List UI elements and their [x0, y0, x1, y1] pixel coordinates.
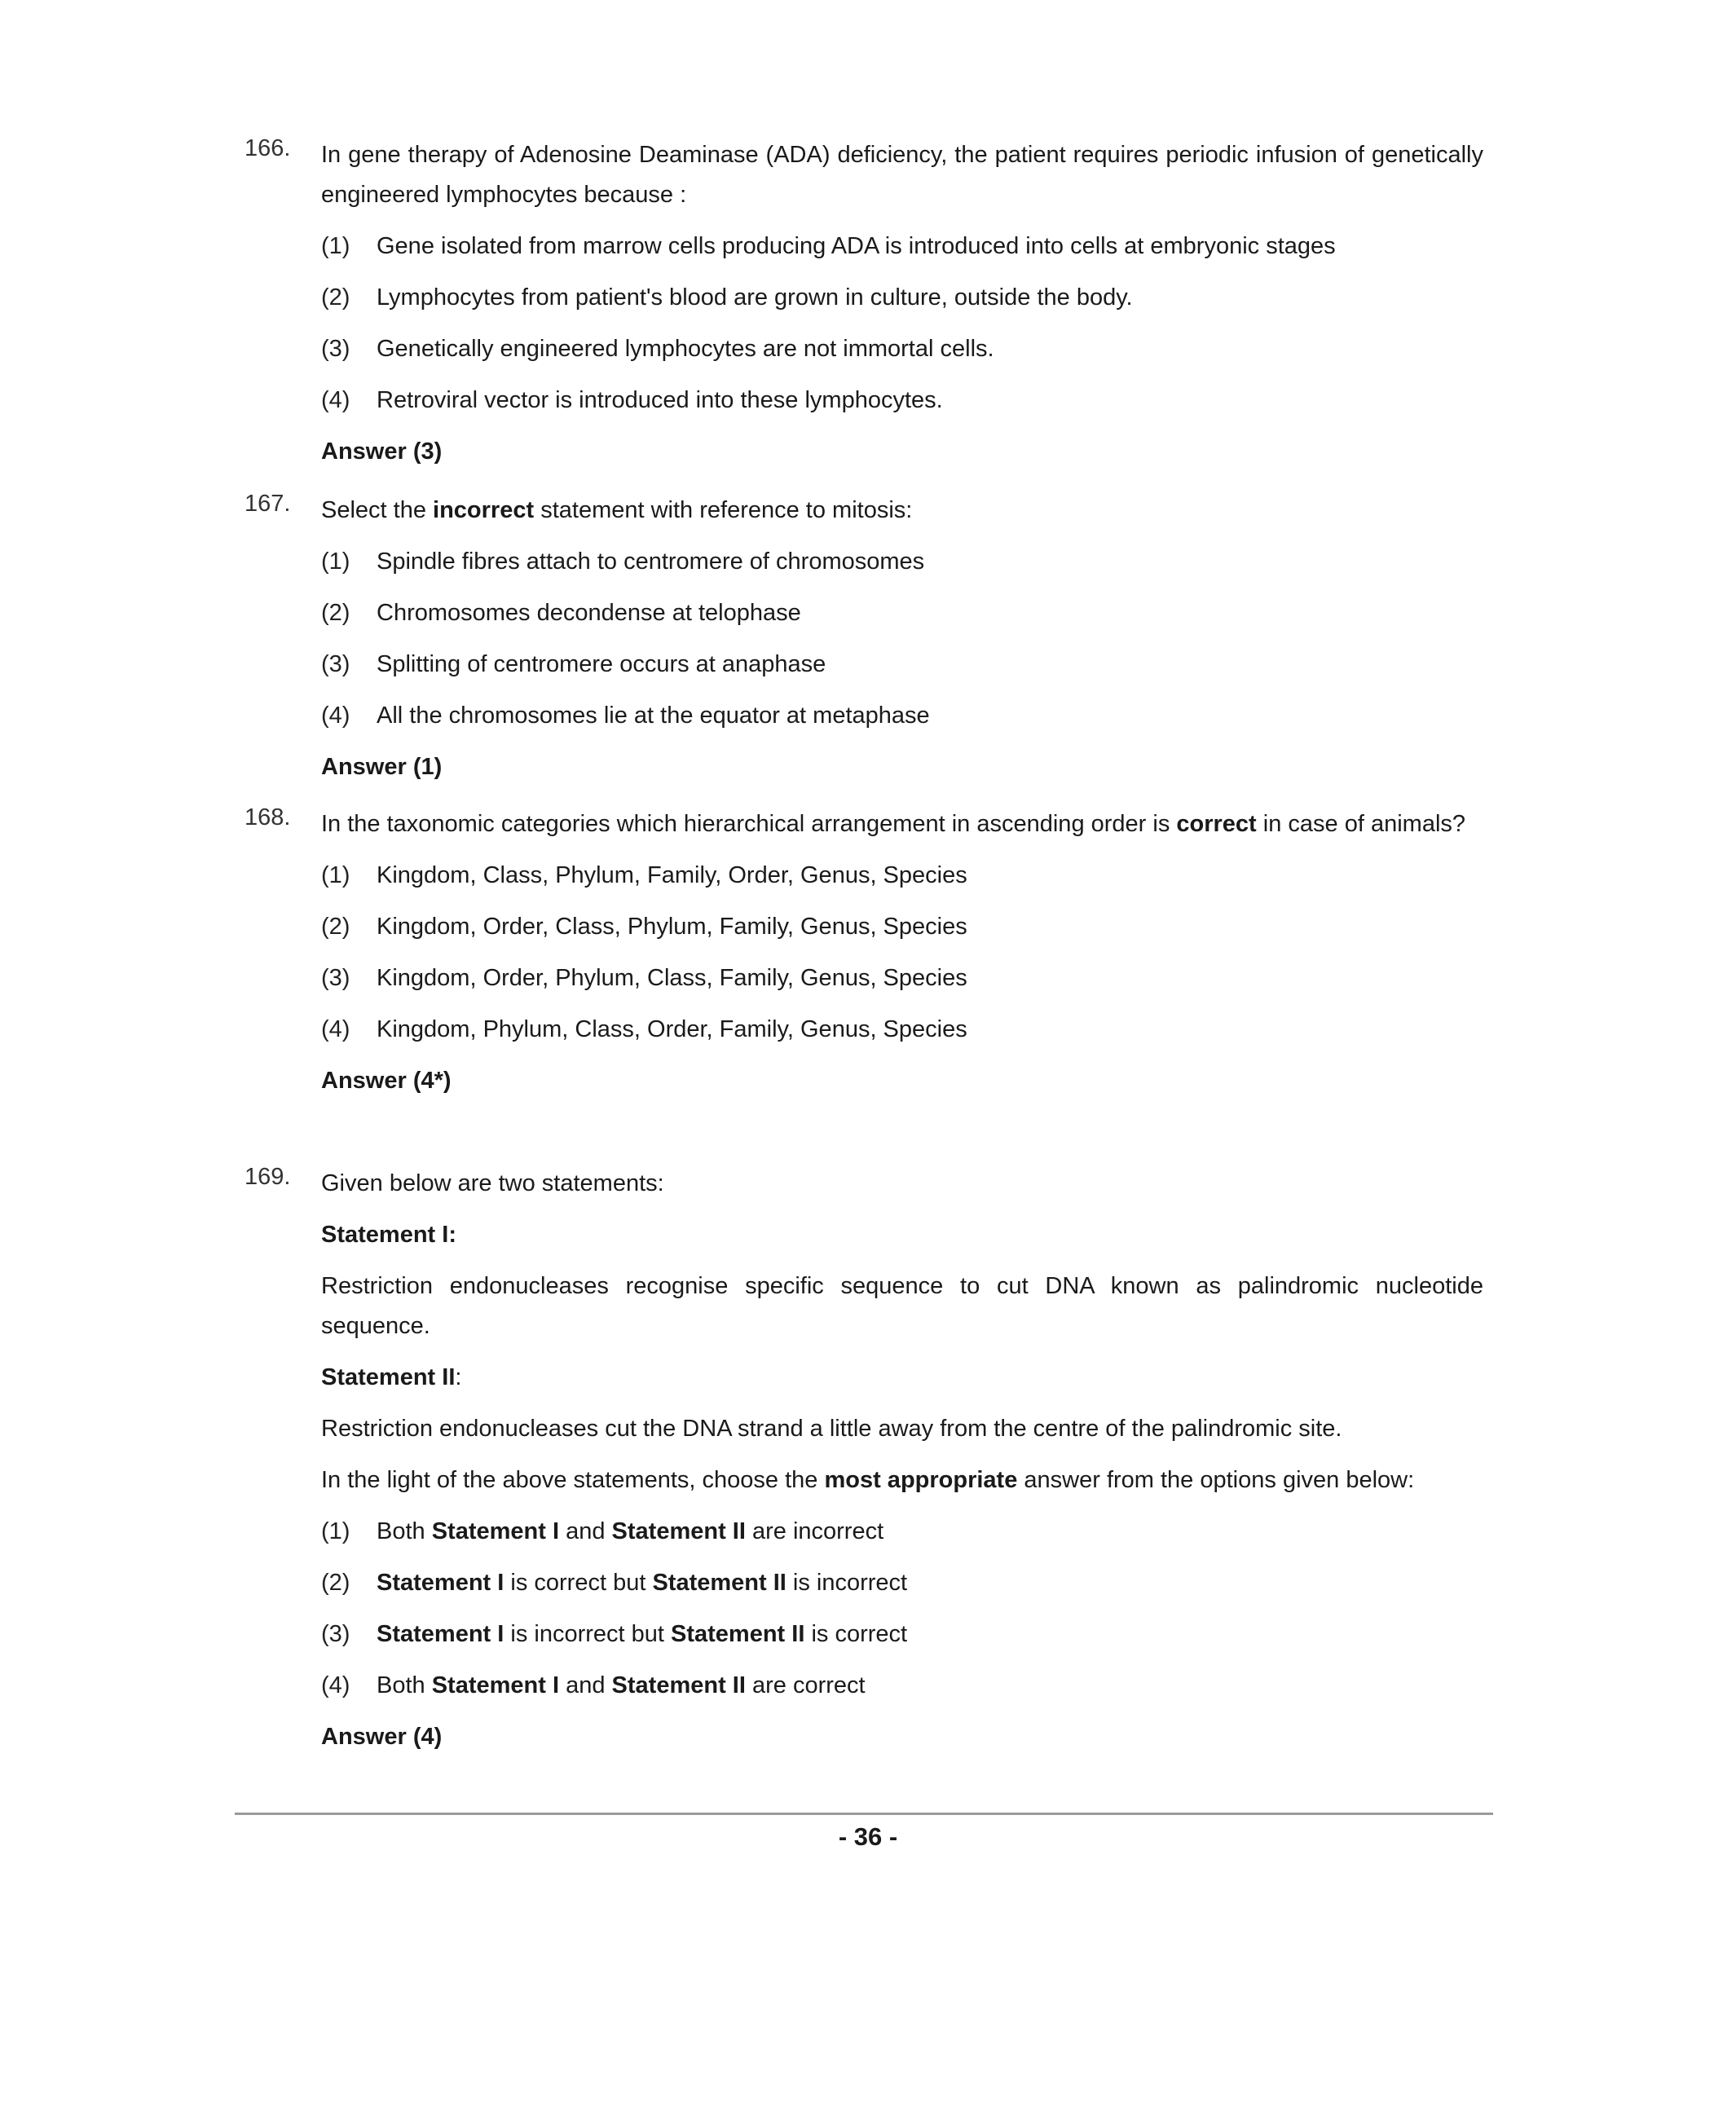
question-169 [245, 1164, 1483, 1757]
option-number: (2) [321, 1570, 350, 1596]
footer-divider [235, 1813, 1493, 1815]
option-number: (3) [321, 336, 350, 362]
option-4 [321, 1010, 1483, 1050]
question-prompt: In the light of the above statements, choose the most appropriate answer from the options given below: [321, 1467, 1415, 1493]
option-2 [321, 593, 1483, 633]
answer: Answer (4*) [321, 1068, 452, 1094]
page-number: - 36 - [838, 1822, 898, 1851]
option-text: Genetically engineered lymphocytes are not immortal cells. [377, 336, 994, 362]
option-3 [321, 645, 1483, 685]
option-3 [321, 329, 1483, 369]
option-text: Statement I is correct but Statement II is incorrect [377, 1570, 908, 1596]
option-number: (1) [321, 233, 350, 259]
option-number: (1) [321, 548, 350, 575]
option-number: (3) [321, 651, 350, 677]
option-text: Both Statement I and Statement II are correct [377, 1672, 866, 1698]
question-168 [245, 804, 1483, 1101]
option-3 [321, 1615, 1483, 1654]
option-number: (4) [321, 703, 350, 729]
question-text: In the taxonomic categories which hierarchical arrangement in ascending order is correct in case of animals? [321, 811, 1466, 837]
option-number: (4) [321, 1016, 350, 1042]
option-number: (2) [321, 600, 350, 626]
question-text: Select the incorrect statement with reference to mitosis: [321, 497, 913, 523]
option-number: (1) [321, 1518, 350, 1544]
question-number: 167. [245, 491, 291, 517]
option-text: Kingdom, Order, Class, Phylum, Family, Genus, Species [377, 914, 967, 940]
option-text: Lymphocytes from patient's blood are grown in culture, outside the body. [377, 284, 1133, 311]
question-text: Given below are two statements: [321, 1170, 664, 1196]
option-2 [321, 907, 1483, 947]
option-2 [321, 1563, 1483, 1603]
statement-2-text: Restriction endonucleases cut the DNA strand a little away from the centre of the palindromic site. [321, 1416, 1342, 1442]
option-1 [321, 856, 1483, 896]
statement-1-label: Statement I: [321, 1222, 456, 1248]
answer: Answer (1) [321, 754, 443, 780]
option-1 [321, 1512, 1483, 1552]
option-number: (3) [321, 1621, 350, 1647]
question-text: In gene therapy of Adenosine Deaminase (ADA) deficiency, the patient requires periodic infusion of genetically engineered lymphocytes because : [321, 142, 1483, 208]
answer: Answer (4) [321, 1724, 443, 1750]
option-text: Retroviral vector is introduced into these lymphocytes. [377, 387, 943, 413]
option-number: (2) [321, 914, 350, 940]
question-number: 169. [245, 1164, 291, 1190]
statement-2-label: Statement II: [321, 1364, 462, 1390]
option-text: Gene isolated from marrow cells producing ADA is introduced into cells at embryonic stages [377, 233, 1336, 259]
option-text: Kingdom, Order, Phylum, Class, Family, Genus, Species [377, 965, 967, 991]
option-3 [321, 958, 1483, 998]
question-166 [245, 135, 1483, 472]
option-4 [321, 696, 1483, 736]
answer: Answer (3) [321, 438, 443, 465]
option-number: (1) [321, 862, 350, 888]
option-text: All the chromosomes lie at the equator at metaphase [377, 703, 930, 729]
option-text: Statement I is incorrect but Statement II is correct [377, 1621, 908, 1647]
option-1 [321, 542, 1483, 582]
question-167 [245, 491, 1483, 787]
option-number: (4) [321, 1672, 350, 1698]
statement-1-text: Restriction endonucleases recognise specific sequence to cut DNA known as palindromic nucleotide sequence. [321, 1273, 1483, 1339]
option-text: Chromosomes decondense at telophase [377, 600, 801, 626]
option-text: Both Statement I and Statement II are incorrect [377, 1518, 884, 1544]
option-1 [321, 227, 1483, 267]
option-text: Spindle fibres attach to centromere of chromosomes [377, 548, 925, 575]
option-4 [321, 1666, 1483, 1706]
question-number: 166. [245, 135, 291, 161]
option-number: (2) [321, 284, 350, 311]
option-number: (3) [321, 965, 350, 991]
option-text: Kingdom, Class, Phylum, Family, Order, Genus, Species [377, 862, 967, 888]
option-2 [321, 278, 1483, 318]
option-text: Splitting of centromere occurs at anaphase [377, 651, 826, 677]
option-4 [321, 381, 1483, 421]
question-number: 168. [245, 804, 291, 830]
option-number: (4) [321, 387, 350, 413]
option-text: Kingdom, Phylum, Class, Order, Family, Genus, Species [377, 1016, 967, 1042]
